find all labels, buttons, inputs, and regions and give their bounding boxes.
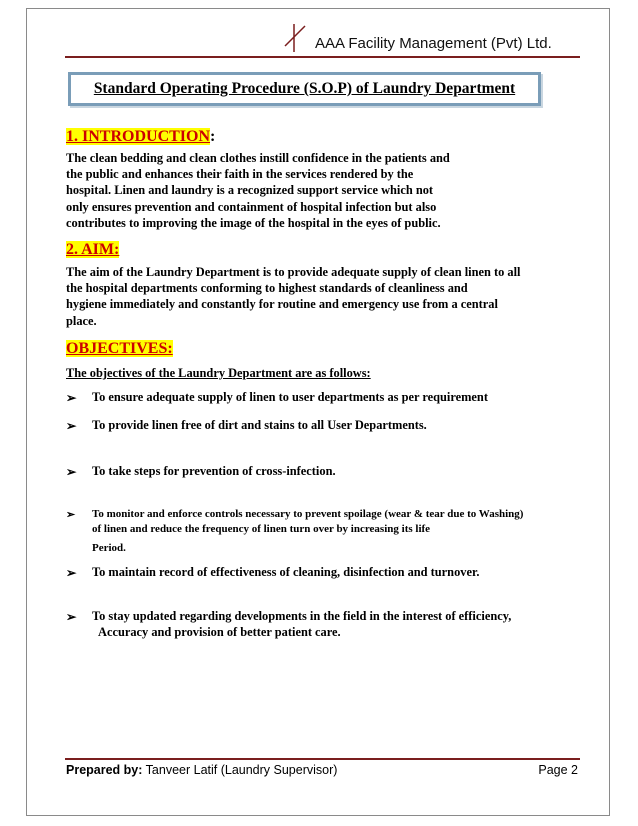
bullet-arrow-icon: ➢	[66, 610, 77, 624]
objective-text-continued: of linen and reduce the frequency of linen turn over by increasing its life	[92, 523, 431, 535]
objective-text: To take steps for prevention of cross-infection.	[92, 464, 336, 478]
objective-item	[66, 464, 336, 480]
prepared-by-name: Tanveer Latif (Laundry Supervisor)	[142, 763, 338, 777]
intro-heading-colon: :	[210, 128, 216, 145]
aim-line: The aim of the Laundry Department is to provide adequate supply of clean linen to all	[66, 265, 521, 279]
objective-item	[66, 508, 523, 521]
aim-line: hygiene immediately and constantly for routine and emergency use from a central	[66, 297, 498, 312]
bullet-arrow-icon: ➢	[66, 391, 77, 405]
aim-line: the hospital departments conforming to highest standards of cleanliness and	[66, 281, 468, 296]
intro-line: contributes to improving the image of the hospital in the eyes of public.	[66, 215, 441, 230]
objective-text: To monitor and enforce controls necessary to prevent spoilage (wear & tear due to Washing)	[92, 508, 524, 520]
company-name: AAA Facility Management (Pvt) Ltd.	[315, 35, 552, 52]
prepared-by-label: Prepared by:	[66, 763, 143, 777]
bullet-arrow-icon: ➢	[66, 465, 77, 479]
objectives-heading-wrap	[66, 340, 173, 358]
header-divider	[65, 56, 580, 58]
intro-paragraph	[66, 150, 450, 231]
company-logo-icon	[283, 24, 307, 52]
page-number: Page 2	[538, 763, 578, 777]
intro-heading-wrap	[66, 128, 215, 146]
objective-item	[66, 418, 427, 434]
intro-line: hospital. Linen and laundry is a recognized support service which not	[66, 183, 434, 198]
objective-text: To maintain record of effectiveness of cleaning, disinfection and turnover.	[92, 565, 480, 579]
objective-text: To ensure adequate supply of linen to user departments as per requirement	[92, 390, 488, 404]
objective-text-continued: Accuracy and provision of better patient care.	[98, 625, 341, 639]
intro-line: The clean bedding and clean clothes instill confidence in the patients and	[66, 151, 450, 165]
objective-item	[66, 565, 479, 581]
objective-text: To provide linen free of dirt and stains to all User Departments.	[92, 418, 427, 432]
objective-text: To stay updated regarding developments in the field in the interest of efficiency,	[92, 609, 512, 623]
objectives-intro: The objectives of the Laundry Department are as follows:	[66, 366, 371, 380]
intro-heading: 1. INTRODUCTION	[66, 128, 211, 145]
bullet-arrow-icon: ➢	[66, 566, 77, 580]
aim-heading: 2. AIM:	[66, 241, 120, 258]
footer-prepared-by	[66, 763, 337, 777]
aim-heading-wrap	[66, 241, 119, 259]
intro-line: only ensures prevention and containment of hospital infection but also	[66, 199, 437, 214]
objective-text-continued: Period.	[92, 542, 126, 554]
bullet-arrow-icon: ➢	[66, 509, 76, 521]
objective-item	[66, 609, 511, 625]
intro-line: the public and enhances their faith in the services rendered by the	[66, 167, 414, 182]
aim-line: place.	[66, 313, 97, 328]
document-title: Standard Operating Procedure (S.O.P) of Laundry Department	[93, 80, 516, 97]
objective-item	[66, 390, 488, 406]
footer-divider	[65, 758, 580, 760]
objectives-heading: OBJECTIVES:	[66, 340, 173, 357]
document-title-box	[68, 72, 541, 106]
aim-paragraph	[66, 264, 520, 329]
bullet-arrow-icon: ➢	[66, 419, 77, 433]
